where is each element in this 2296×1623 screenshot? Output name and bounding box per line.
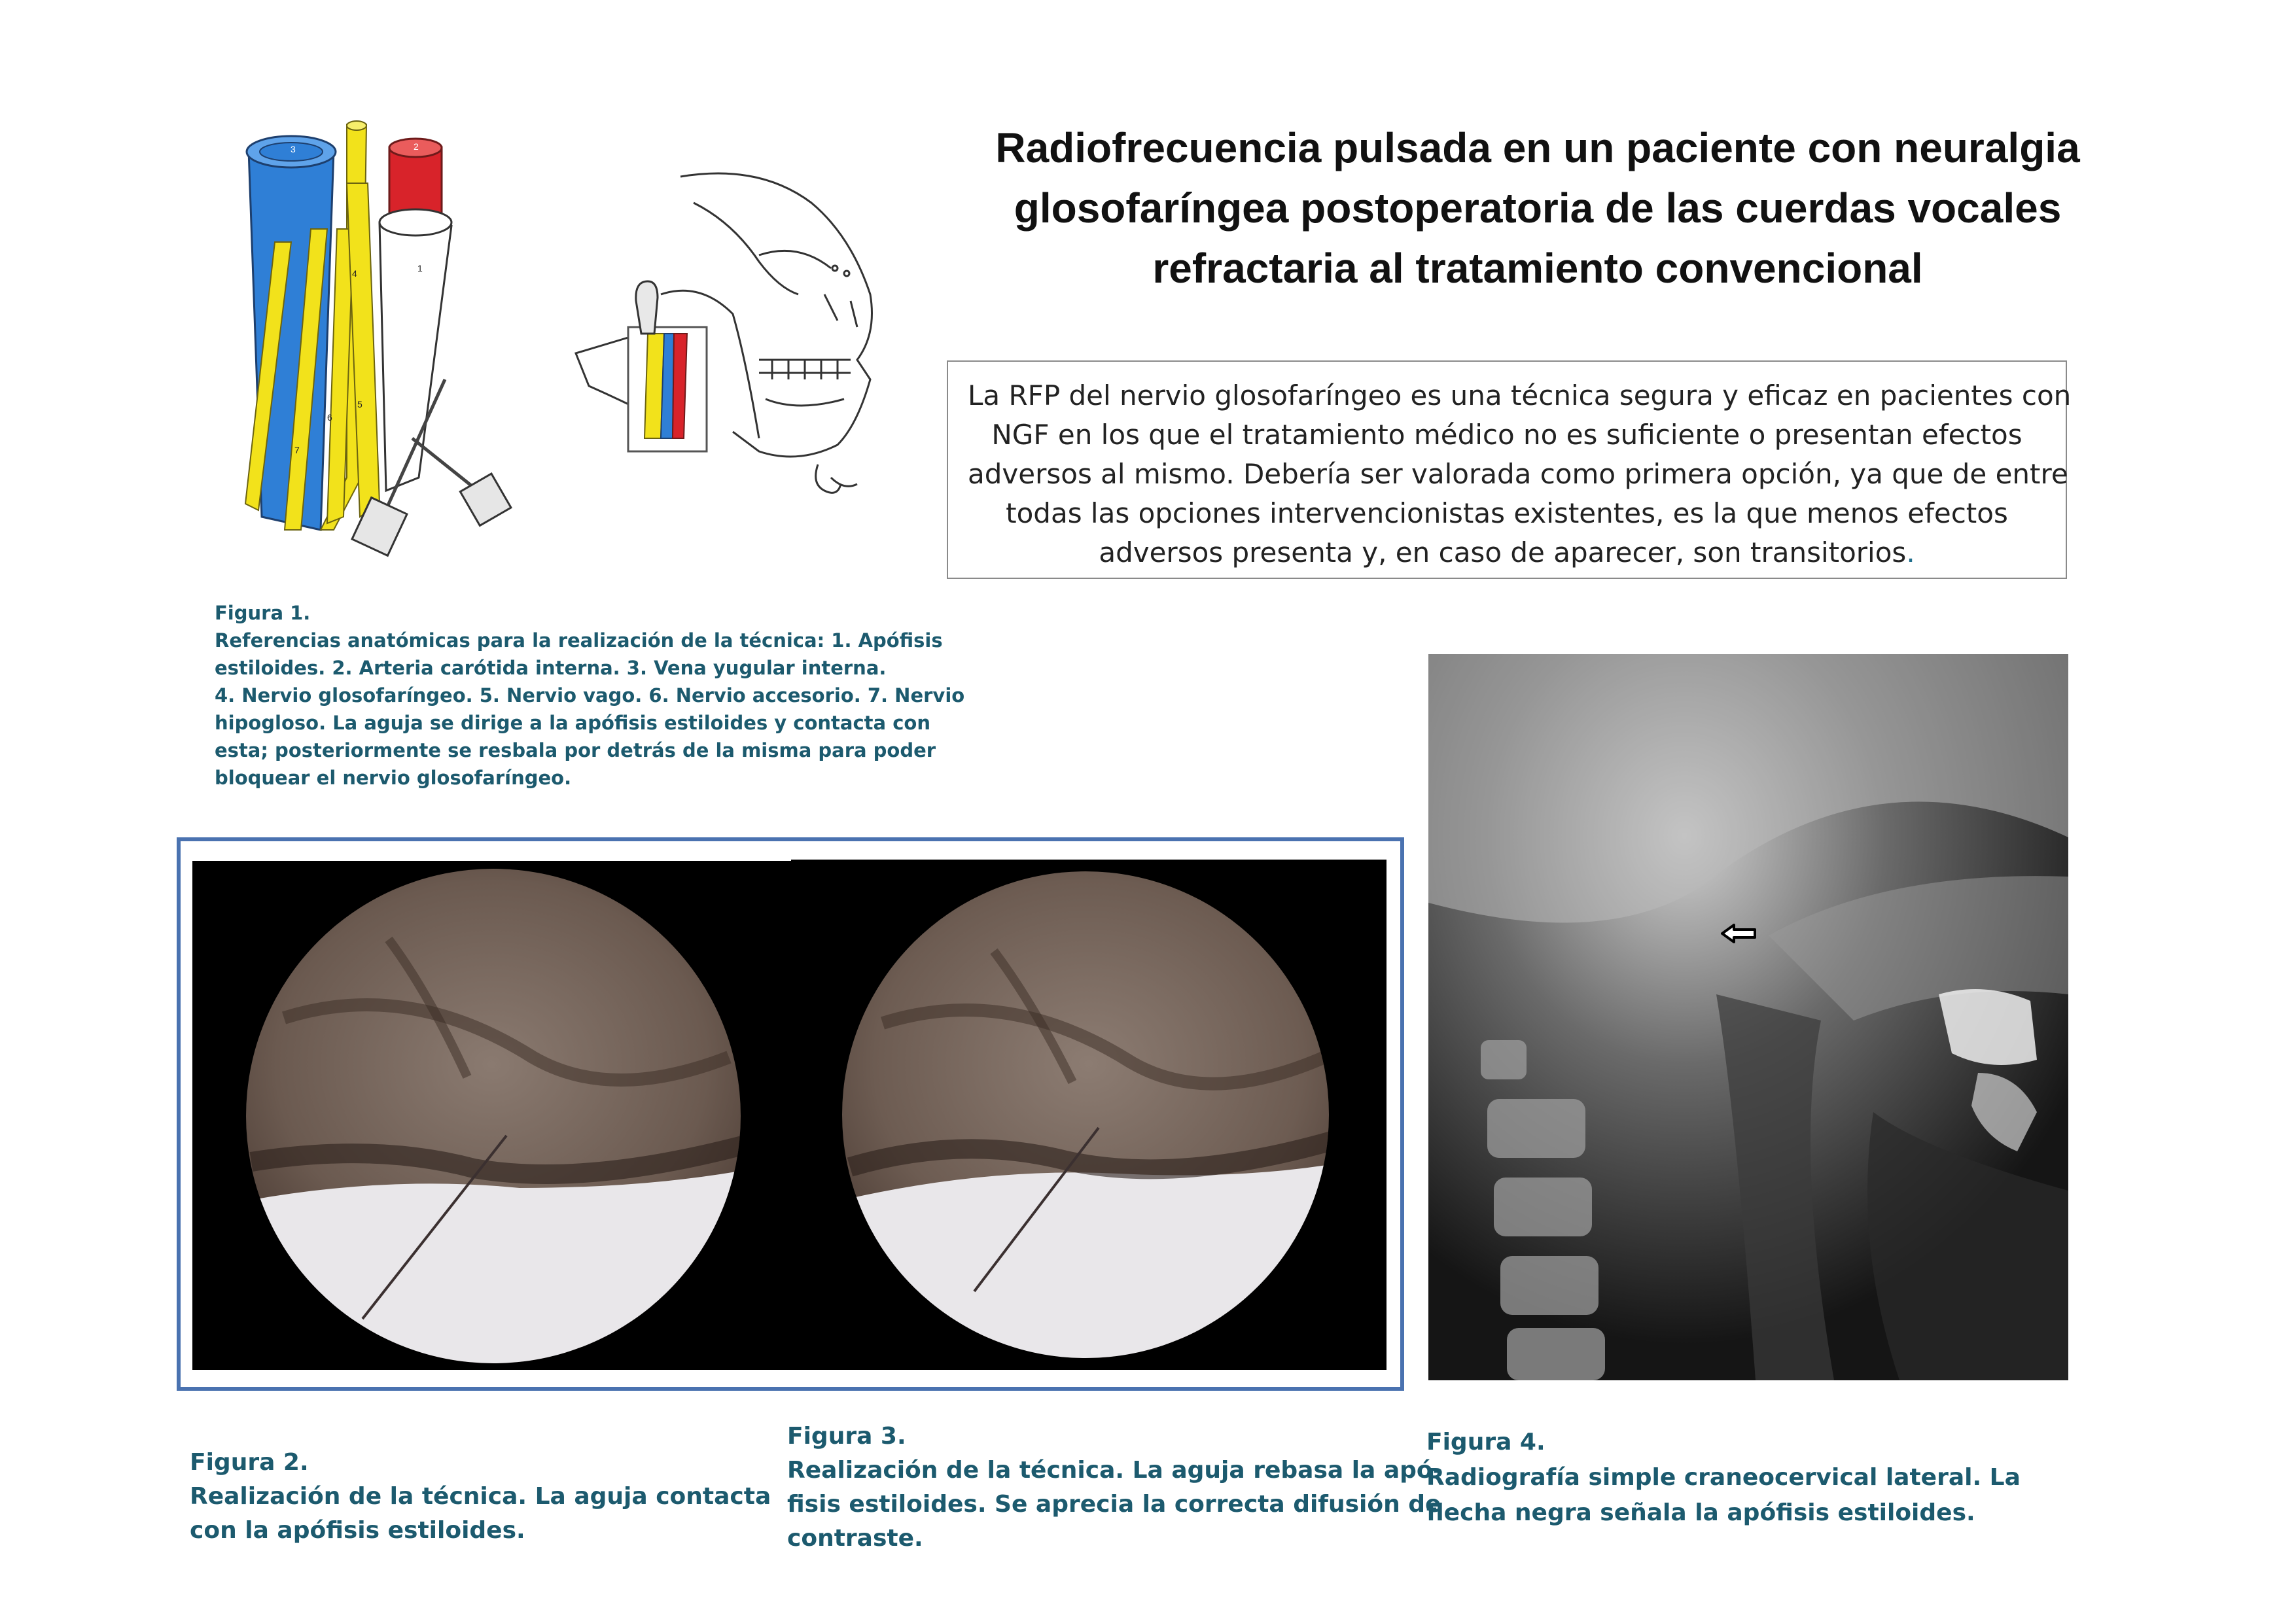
conclusion-box bbox=[947, 360, 2072, 579]
caption-line: 4. Nervio glosofaríngeo. 5. Nervio vago. 6. Nervio accesorio. 7. Nervio bbox=[215, 684, 965, 707]
caption-line: Figura 2. bbox=[190, 1449, 309, 1476]
figure1-caption bbox=[215, 599, 964, 792]
conclusion-line: todas las opciones intervencionistas existentes, es la que menos efectos bbox=[1006, 497, 2008, 529]
caption-line: estiloides. 2. Arteria carótida interna. 3. Vena yugular interna. bbox=[215, 657, 887, 679]
label-4: 4 bbox=[352, 268, 357, 279]
caption-line: esta; posteriormente se resbala por detrás de la misma para poder bbox=[215, 739, 936, 761]
caption-line: hipogloso. La aguja se dirige a la apófisis estiloides y contacta con bbox=[215, 712, 930, 734]
label-3: 3 bbox=[291, 144, 296, 154]
figure4-xray-image bbox=[1428, 654, 2068, 1380]
figure3-fluoroscopy-image bbox=[791, 860, 1386, 1370]
vessels-drawing bbox=[222, 111, 563, 569]
conclusion-line-last bbox=[968, 533, 2046, 572]
conclusion-line-text: adversos presenta y, en caso de aparecer, son transitorios bbox=[1099, 536, 1907, 568]
caption-line: Realización de la técnica. La aguja contacta bbox=[190, 1483, 771, 1510]
figure4-caption bbox=[1426, 1425, 2021, 1531]
caption-line: fisis estiloides. Se aprecia la correcta difusión de bbox=[787, 1491, 1441, 1518]
left-arrow-icon bbox=[1720, 922, 1757, 945]
title-line: glosofaríngea postoperatoria de las cuerdas vocales bbox=[1014, 184, 2062, 232]
title-line: refractaria al tratamiento convencional bbox=[1152, 245, 1923, 292]
poster-title bbox=[916, 118, 2159, 298]
caption-line: bloquear el nervio glosofaríngeo. bbox=[215, 767, 572, 789]
conclusion-line: La RFP del nervio glosofaríngeo es una técnica segura y eficaz en pacientes con bbox=[968, 379, 2072, 411]
caption-line: con la apófisis estiloides. bbox=[190, 1517, 525, 1544]
label-6: 6 bbox=[327, 412, 332, 423]
title-line: Radiofrecuencia pulsada en un paciente con neuralgia bbox=[995, 124, 2080, 171]
caption-line: Figura 4. bbox=[1426, 1429, 1545, 1456]
caption-line: Radiografía simple craneocervical lateral. La bbox=[1426, 1464, 2021, 1491]
skull-drawing bbox=[563, 164, 903, 530]
caption-line: Realización de la técnica. La aguja rebasa la apó- bbox=[787, 1457, 1443, 1484]
caption-line: Referencias anatómicas para la realización de la técnica: 1. Apófisis bbox=[215, 629, 943, 652]
conclusion-period: . bbox=[1906, 536, 1915, 568]
label-2: 2 bbox=[414, 141, 419, 152]
conclusion-line: adversos al mismo. Debería ser valorada como primera opción, ya que de entre bbox=[968, 458, 2068, 490]
figure2-3-frame bbox=[177, 837, 1404, 1391]
label-1: 1 bbox=[417, 263, 423, 273]
label-5: 5 bbox=[357, 399, 362, 410]
figure1-skull-illustration bbox=[563, 164, 903, 530]
label-7: 7 bbox=[294, 445, 300, 455]
caption-line: Figura 1. bbox=[215, 602, 311, 624]
figure3-caption bbox=[787, 1420, 1443, 1556]
caption-line: Figura 3. bbox=[787, 1423, 906, 1450]
conclusion-line: NGF en los que el tratamiento médico no es suficiente o presentan efectos bbox=[991, 419, 2022, 451]
caption-line: flecha negra señala la apófisis estiloides. bbox=[1426, 1499, 1975, 1526]
caption-line: contraste. bbox=[787, 1525, 923, 1552]
figure2-fluoroscopy-image bbox=[192, 861, 791, 1370]
figure2-caption bbox=[190, 1446, 771, 1548]
figure1-vessels-illustration bbox=[222, 111, 563, 569]
